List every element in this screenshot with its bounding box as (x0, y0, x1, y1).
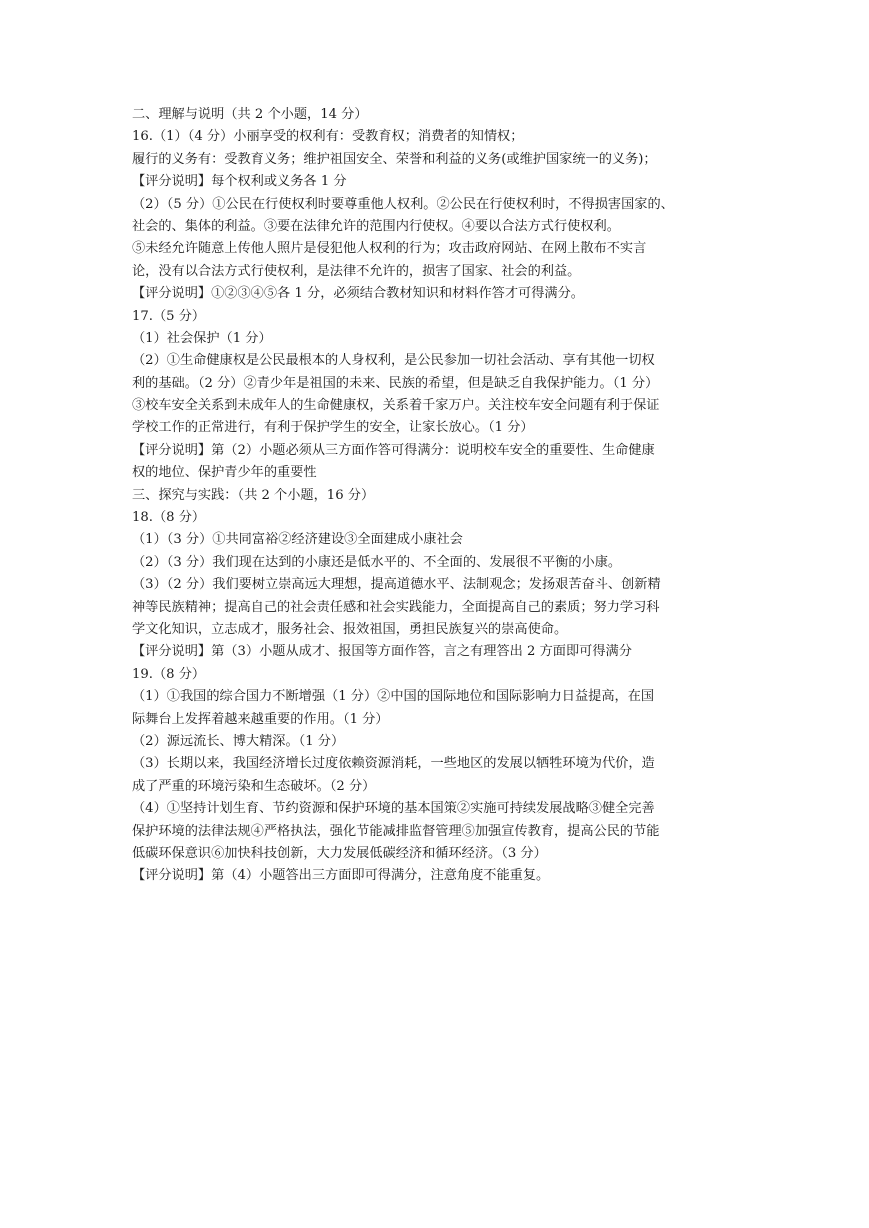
q16-part2-point5: ⑤未经允许随意上传他人照片是侵犯他人权利的行为；攻击政府网站、在网上散布不实言 (132, 241, 647, 257)
q17-part2-cont: 利的基础。（2 分）②青少年是祖国的未来、民族的希望，但是缺乏自我保护能力。（1 分） (132, 375, 659, 391)
q19-part3: （3）长期以来，我国经济增长过度依赖资源消耗，一些地区的发展以牺牲环境为代价，造 (132, 756, 655, 772)
q19-part4: （4）①坚持计划生育、节约资源和保护环境的基本国策②实施可持续发展战略③健全完善 (132, 801, 655, 817)
q18-part1: （1）（3 分）①共同富裕②经济建设③全面建成小康社会 (132, 532, 463, 548)
section-heading-2: 二、理解与说明（共 2 个小题，14 分） (132, 107, 368, 122)
q16-part2-cont: 社会的、集体的利益。③要在法律允许的范围内行使权。④要以合法方式行使权利。 (132, 218, 620, 234)
q18-part3: （3）（2 分）我们要树立崇高远大理想，提高道德水平、法制观念；发扬艰苦奋斗、创新精 (132, 577, 661, 593)
q18-heading: 18.（8 分） (132, 510, 206, 526)
q18-part2: （2）（3 分）我们现在达到的小康还是低水平的、不全面的、发展很不平衡的小康。 (132, 554, 622, 570)
q17-part2-point3-cont: 学校工作的正常进行，有利于保护学生的安全，让家长放心。（1 分） (132, 420, 534, 436)
q18-part3-cont: 神等民族精神；提高自己的社会责任感和社会实践能力，全面提高自己的素质；努力学习科 (132, 599, 660, 615)
q17-part2: （2）①生命健康权是公民最根本的人身权利，是公民参加一切社会活动、享有其他一切权 (132, 353, 655, 369)
q16-scoring-note-2: 【评分说明】①②③④⑤各 1 分，必须结合教材知识和材料作答才可得满分。 (132, 286, 584, 302)
q18-part3-cont2: 学文化知识，立志成才，服务社会、报效祖国，勇担民族复兴的崇高使命。 (132, 621, 568, 637)
q16-scoring-note-1: 【评分说明】每个权利或义务各 1 分 (132, 174, 347, 190)
q19-part4-cont: 保护环境的法律法规④严格执法，强化节能减排监督管理⑤加强宣传教育，提高公民的节能 (132, 823, 660, 839)
answer-key-page (132, 104, 742, 888)
q19-part3-cont: 成了严重的环境污染和生态破坏。（2 分） (132, 778, 376, 794)
q19-part1: （1）①我国的综合国力不断增强（1 分）②中国的国际地位和国际影响力日益提高，在国 (132, 689, 655, 705)
q19-part4-cont2: 低碳环保意识⑥加快科技创新，大力发展低碳经济和循环经济。（3 分） (132, 845, 547, 861)
q17-heading: 17.（5 分） (132, 308, 206, 324)
q19-part2: （2）源远流长、博大精深。（1 分） (132, 733, 345, 749)
section-heading-3: 三、探究与实践：（共 2 个小题，16 分） (132, 487, 375, 503)
q17-part2-point3: ③校车安全关系到未成年人的生命健康权，关系着千家万户。关注校车安全问题有利于保证 (132, 398, 660, 414)
q19-part1-cont: 际舞台上发挥着越来越重要的作用。（1 分） (132, 711, 389, 727)
q16-part1: 16.（1）（4 分）小丽享受的权利有：受教育权；消费者的知情权； (132, 129, 524, 145)
q16-part2-point5-cont: 论，没有以合法方式行使权利，是法律不允许的，损害了国家、社会的利益。 (132, 263, 581, 279)
q17-scoring-note: 【评分说明】第（2）小题必须从三方面作答可得满分：说明校车安全的重要性、生命健康 (132, 442, 655, 458)
q19-scoring-note: 【评分说明】第（4）小题答出三方面即可得满分，注意角度不能重复。 (132, 868, 550, 884)
q16-part1-duties: 履行的义务有：受教育义务；维护祖国安全、荣誉和利益的义务(或维护国家统一的义务)； (132, 151, 657, 167)
q17-part1: （1）社会保护（1 分） (132, 330, 272, 346)
q16-part2: （2）（5 分）①公民在行使权利时要尊重他人权利。②公民在行使权利时，不得损害国家的、 (132, 196, 674, 212)
q18-scoring-note: 【评分说明】第（3）小题从成才、报国等方面作答，言之有理答出 2 方面即可得满分 (132, 644, 632, 660)
q17-scoring-note-cont: 权的地位、保护青少年的重要性 (132, 465, 317, 481)
q19-heading: 19.（8 分） (132, 666, 206, 682)
